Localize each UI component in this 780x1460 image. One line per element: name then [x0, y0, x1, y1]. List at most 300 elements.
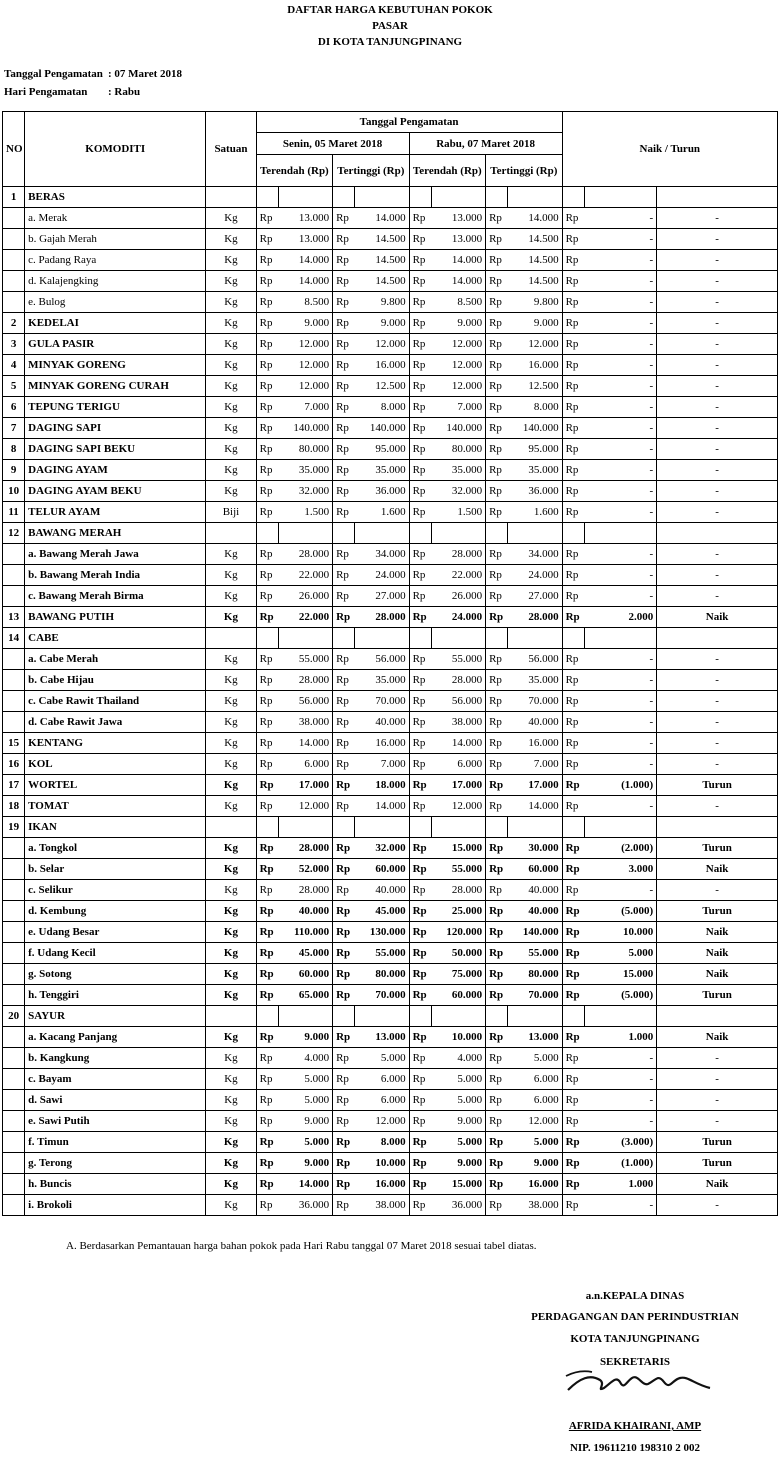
currency-label: Rp — [256, 397, 278, 418]
change-status: - — [657, 691, 778, 712]
high-price-2: 14.500 — [508, 229, 562, 250]
high-price-2: 12.000 — [508, 1111, 562, 1132]
row-number — [3, 964, 25, 985]
currency-label: Rp — [486, 586, 508, 607]
unit-cell: Kg — [206, 271, 256, 292]
high-price-1: 16.000 — [355, 1174, 409, 1195]
high-price-2: 80.000 — [508, 964, 562, 985]
header-date-2: Rabu, 07 Maret 2018 — [409, 133, 562, 155]
change-status: Naik — [657, 859, 778, 880]
low-price-1: 17.000 — [278, 775, 332, 796]
table-row — [3, 397, 778, 418]
change-value: - — [584, 502, 656, 523]
commodity-name: CABE — [25, 628, 206, 649]
high-price-2: 30.000 — [508, 838, 562, 859]
low-price-2: 15.000 — [431, 1174, 485, 1195]
table-row — [3, 733, 778, 754]
table-row — [3, 376, 778, 397]
high-price-1: 35.000 — [355, 460, 409, 481]
high-price-2: 9.000 — [508, 1153, 562, 1174]
commodity-name: b. Kangkung — [25, 1048, 206, 1069]
low-price-1: 56.000 — [278, 691, 332, 712]
low-price-1: 5.000 — [278, 1132, 332, 1153]
empty-cell — [256, 187, 278, 208]
currency-label: Rp — [562, 712, 584, 733]
commodity-name: f. Udang Kecil — [25, 943, 206, 964]
change-status: - — [657, 544, 778, 565]
high-price-2: 35.000 — [508, 670, 562, 691]
currency-label: Rp — [333, 229, 355, 250]
currency-label: Rp — [409, 649, 431, 670]
low-price-2: 28.000 — [431, 544, 485, 565]
currency-label: Rp — [333, 1132, 355, 1153]
change-status: - — [657, 796, 778, 817]
change-status: - — [657, 376, 778, 397]
currency-label: Rp — [333, 418, 355, 439]
currency-label: Rp — [486, 1048, 508, 1069]
currency-label: Rp — [333, 733, 355, 754]
low-price-2: 38.000 — [431, 712, 485, 733]
currency-label: Rp — [409, 1132, 431, 1153]
unit-cell: Kg — [206, 796, 256, 817]
currency-label: Rp — [409, 859, 431, 880]
low-price-2: 75.000 — [431, 964, 485, 985]
high-price-2: 5.000 — [508, 1048, 562, 1069]
commodity-name: e. Sawi Putih — [25, 1111, 206, 1132]
row-number: 8 — [3, 439, 25, 460]
currency-label: Rp — [486, 250, 508, 271]
table-row — [3, 922, 778, 943]
high-price-2: 35.000 — [508, 460, 562, 481]
high-price-1: 70.000 — [355, 691, 409, 712]
currency-label: Rp — [486, 1069, 508, 1090]
currency-label: Rp — [256, 1069, 278, 1090]
currency-label: Rp — [333, 1027, 355, 1048]
low-price-1: 28.000 — [278, 838, 332, 859]
low-price-1: 13.000 — [278, 208, 332, 229]
change-status: - — [657, 565, 778, 586]
currency-label: Rp — [486, 754, 508, 775]
low-price-2: 80.000 — [431, 439, 485, 460]
low-price-1: 12.000 — [278, 796, 332, 817]
change-status: - — [657, 481, 778, 502]
low-price-1: 28.000 — [278, 880, 332, 901]
currency-label: Rp — [409, 712, 431, 733]
high-price-1: 60.000 — [355, 859, 409, 880]
currency-label: Rp — [486, 1195, 508, 1216]
unit-cell: Kg — [206, 355, 256, 376]
empty-cell — [355, 187, 409, 208]
change-value: - — [584, 712, 656, 733]
table-row — [3, 208, 778, 229]
change-value: - — [584, 355, 656, 376]
currency-label: Rp — [409, 1111, 431, 1132]
high-price-2: 12.000 — [508, 334, 562, 355]
currency-label: Rp — [256, 859, 278, 880]
high-price-1: 14.500 — [355, 271, 409, 292]
commodity-name: a. Merak — [25, 208, 206, 229]
currency-label: Rp — [486, 544, 508, 565]
table-row — [3, 1195, 778, 1216]
currency-label: Rp — [333, 775, 355, 796]
empty-cell — [508, 523, 562, 544]
change-status: - — [657, 460, 778, 481]
table-row — [3, 229, 778, 250]
row-number — [3, 838, 25, 859]
group-row — [3, 1006, 778, 1027]
table-row — [3, 649, 778, 670]
currency-label: Rp — [333, 1090, 355, 1111]
currency-label: Rp — [333, 964, 355, 985]
change-value: - — [584, 649, 656, 670]
currency-label: Rp — [409, 1090, 431, 1111]
commodity-name: i. Brokoli — [25, 1195, 206, 1216]
currency-label: Rp — [562, 1090, 584, 1111]
low-price-2: 12.000 — [431, 334, 485, 355]
row-number — [3, 880, 25, 901]
row-number: 20 — [3, 1006, 25, 1027]
high-price-1: 6.000 — [355, 1090, 409, 1111]
high-price-2: 9.000 — [508, 313, 562, 334]
row-number — [3, 229, 25, 250]
currency-label: Rp — [486, 1153, 508, 1174]
low-price-2: 26.000 — [431, 586, 485, 607]
low-price-2: 12.000 — [431, 796, 485, 817]
currency-label: Rp — [256, 1090, 278, 1111]
currency-label: Rp — [562, 565, 584, 586]
change-status: - — [657, 439, 778, 460]
table-row — [3, 859, 778, 880]
currency-label: Rp — [409, 1027, 431, 1048]
empty-cell — [431, 523, 485, 544]
empty-cell — [206, 187, 256, 208]
empty-cell — [409, 523, 431, 544]
low-price-1: 5.000 — [278, 1090, 332, 1111]
currency-label: Rp — [256, 418, 278, 439]
currency-label: Rp — [409, 901, 431, 922]
currency-label: Rp — [256, 544, 278, 565]
currency-label: Rp — [256, 733, 278, 754]
low-price-2: 55.000 — [431, 859, 485, 880]
change-value: - — [584, 691, 656, 712]
row-number: 1 — [3, 187, 25, 208]
high-price-1: 12.000 — [355, 334, 409, 355]
header-low-2: Terendah (Rp) — [409, 155, 485, 187]
low-price-2: 32.000 — [431, 481, 485, 502]
currency-label: Rp — [256, 964, 278, 985]
currency-label: Rp — [486, 796, 508, 817]
row-number — [3, 901, 25, 922]
low-price-2: 120.000 — [431, 922, 485, 943]
observation-date — [4, 68, 182, 80]
row-number — [3, 1069, 25, 1090]
empty-cell — [431, 628, 485, 649]
high-price-2: 40.000 — [508, 901, 562, 922]
high-price-2: 16.000 — [508, 1174, 562, 1195]
currency-label: Rp — [486, 691, 508, 712]
row-number — [3, 1090, 25, 1111]
currency-label: Rp — [409, 754, 431, 775]
low-price-2: 6.000 — [431, 754, 485, 775]
change-value: - — [584, 733, 656, 754]
currency-label: Rp — [333, 439, 355, 460]
low-price-2: 28.000 — [431, 670, 485, 691]
low-price-2: 36.000 — [431, 1195, 485, 1216]
unit-cell: Kg — [206, 880, 256, 901]
table-row — [3, 985, 778, 1006]
low-price-1: 65.000 — [278, 985, 332, 1006]
low-price-2: 17.000 — [431, 775, 485, 796]
currency-label: Rp — [486, 460, 508, 481]
low-price-1: 32.000 — [278, 481, 332, 502]
unit-cell: Kg — [206, 1027, 256, 1048]
low-price-1: 22.000 — [278, 565, 332, 586]
currency-label: Rp — [409, 1153, 431, 1174]
currency-label: Rp — [409, 544, 431, 565]
high-price-1: 5.000 — [355, 1048, 409, 1069]
change-value: (5.000) — [584, 901, 656, 922]
table-row — [3, 1069, 778, 1090]
commodity-name: BAWANG MERAH — [25, 523, 206, 544]
currency-label: Rp — [409, 586, 431, 607]
currency-label: Rp — [562, 229, 584, 250]
observation-day-value: : Rabu — [108, 86, 141, 98]
currency-label: Rp — [256, 670, 278, 691]
signature-title-2: PERDAGANGAN DAN PERINDUSTRIAN — [531, 1311, 739, 1323]
commodity-name: KOL — [25, 754, 206, 775]
currency-label: Rp — [409, 208, 431, 229]
currency-label: Rp — [409, 502, 431, 523]
low-price-2: 50.000 — [431, 943, 485, 964]
table-row — [3, 691, 778, 712]
group-row — [3, 523, 778, 544]
header-date-1: Senin, 05 Maret 2018 — [256, 133, 409, 155]
currency-label: Rp — [333, 1111, 355, 1132]
change-value: - — [584, 544, 656, 565]
row-number — [3, 712, 25, 733]
currency-label: Rp — [562, 271, 584, 292]
row-number: 17 — [3, 775, 25, 796]
low-price-1: 9.000 — [278, 313, 332, 334]
currency-label: Rp — [409, 250, 431, 271]
change-status: Naik — [657, 964, 778, 985]
high-price-2: 8.000 — [508, 397, 562, 418]
currency-label: Rp — [256, 607, 278, 628]
unit-cell: Kg — [206, 901, 256, 922]
low-price-1: 4.000 — [278, 1048, 332, 1069]
table-row — [3, 460, 778, 481]
commodity-name: a. Cabe Merah — [25, 649, 206, 670]
unit-cell: Kg — [206, 649, 256, 670]
currency-label: Rp — [409, 292, 431, 313]
currency-label: Rp — [256, 922, 278, 943]
high-price-1: 18.000 — [355, 775, 409, 796]
high-price-1: 14.500 — [355, 250, 409, 271]
currency-label: Rp — [256, 754, 278, 775]
currency-label: Rp — [486, 481, 508, 502]
header-high-2: Tertinggi (Rp) — [486, 155, 563, 187]
header-satuan: Satuan — [206, 112, 256, 187]
observation-day — [4, 86, 140, 98]
empty-cell — [562, 817, 584, 838]
table-row — [3, 544, 778, 565]
currency-label: Rp — [486, 775, 508, 796]
group-row — [3, 187, 778, 208]
unit-cell: Kg — [206, 754, 256, 775]
table-row — [3, 901, 778, 922]
table-row — [3, 1132, 778, 1153]
currency-label: Rp — [486, 712, 508, 733]
currency-label: Rp — [562, 901, 584, 922]
currency-label: Rp — [256, 1132, 278, 1153]
low-price-2: 1.500 — [431, 502, 485, 523]
footnote: A. Berdasarkan Pemantauan harga bahan pokok pada Hari Rabu tanggal 07 Maret 2018 sesuai tabel diatas. — [66, 1240, 537, 1252]
currency-label: Rp — [333, 1195, 355, 1216]
high-price-1: 130.000 — [355, 922, 409, 943]
currency-label: Rp — [333, 922, 355, 943]
row-number — [3, 922, 25, 943]
empty-cell — [562, 628, 584, 649]
empty-cell — [409, 628, 431, 649]
commodity-name: GULA PASIR — [25, 334, 206, 355]
high-price-1: 9.800 — [355, 292, 409, 313]
low-price-1: 9.000 — [278, 1153, 332, 1174]
empty-cell — [333, 817, 355, 838]
commodity-name: b. Bawang Merah India — [25, 565, 206, 586]
currency-label: Rp — [333, 670, 355, 691]
currency-label: Rp — [333, 901, 355, 922]
currency-label: Rp — [409, 943, 431, 964]
commodity-name: TOMAT — [25, 796, 206, 817]
currency-label: Rp — [562, 334, 584, 355]
table-row — [3, 1174, 778, 1195]
currency-label: Rp — [256, 292, 278, 313]
commodity-name: a. Kacang Panjang — [25, 1027, 206, 1048]
high-price-1: 140.000 — [355, 418, 409, 439]
high-price-2: 13.000 — [508, 1027, 562, 1048]
currency-label: Rp — [486, 439, 508, 460]
commodity-name: DAGING AYAM BEKU — [25, 481, 206, 502]
change-status: - — [657, 1048, 778, 1069]
unit-cell: Kg — [206, 1153, 256, 1174]
currency-label: Rp — [409, 691, 431, 712]
table-row — [3, 586, 778, 607]
currency-label: Rp — [409, 313, 431, 334]
high-price-2: 12.500 — [508, 376, 562, 397]
commodity-name: SAYUR — [25, 1006, 206, 1027]
currency-label: Rp — [562, 376, 584, 397]
currency-label: Rp — [562, 943, 584, 964]
empty-cell — [206, 817, 256, 838]
commodity-name: KENTANG — [25, 733, 206, 754]
empty-cell — [206, 628, 256, 649]
table-row — [3, 880, 778, 901]
change-status: - — [657, 355, 778, 376]
low-price-2: 5.000 — [431, 1069, 485, 1090]
currency-label: Rp — [256, 586, 278, 607]
low-price-1: 14.000 — [278, 271, 332, 292]
currency-label: Rp — [486, 229, 508, 250]
currency-label: Rp — [256, 334, 278, 355]
change-status: - — [657, 733, 778, 754]
empty-cell — [256, 628, 278, 649]
low-price-1: 80.000 — [278, 439, 332, 460]
unit-cell: Kg — [206, 1069, 256, 1090]
low-price-1: 12.000 — [278, 334, 332, 355]
currency-label: Rp — [409, 796, 431, 817]
change-value: (5.000) — [584, 985, 656, 1006]
high-price-1: 27.000 — [355, 586, 409, 607]
change-value: - — [584, 1111, 656, 1132]
row-number — [3, 859, 25, 880]
change-value: - — [584, 208, 656, 229]
low-price-2: 5.000 — [431, 1132, 485, 1153]
commodity-name: DAGING SAPI — [25, 418, 206, 439]
currency-label: Rp — [409, 376, 431, 397]
commodity-name: c. Padang Raya — [25, 250, 206, 271]
high-price-2: 140.000 — [508, 922, 562, 943]
low-price-2: 10.000 — [431, 1027, 485, 1048]
high-price-1: 70.000 — [355, 985, 409, 1006]
header-high-1: Tertinggi (Rp) — [333, 155, 409, 187]
empty-cell — [409, 1006, 431, 1027]
row-number — [3, 649, 25, 670]
currency-label: Rp — [409, 733, 431, 754]
currency-label: Rp — [486, 1027, 508, 1048]
high-price-2: 1.600 — [508, 502, 562, 523]
empty-cell — [486, 187, 508, 208]
currency-label: Rp — [333, 796, 355, 817]
high-price-2: 6.000 — [508, 1069, 562, 1090]
report-subtitle-city: DI KOTA TANJUNGPINANG — [317, 36, 463, 48]
signatory-nip: NIP. 19611210 198310 2 002 — [569, 1442, 701, 1454]
unit-cell: Kg — [206, 229, 256, 250]
currency-label: Rp — [333, 943, 355, 964]
high-price-1: 13.000 — [355, 1027, 409, 1048]
change-status: Turun — [657, 1153, 778, 1174]
currency-label: Rp — [333, 1174, 355, 1195]
observation-date-label: Tanggal Pengamatan — [4, 68, 103, 80]
observation-date-value: : 07 Maret 2018 — [108, 68, 183, 80]
currency-label: Rp — [562, 670, 584, 691]
currency-label: Rp — [562, 1027, 584, 1048]
currency-label: Rp — [562, 775, 584, 796]
table-row — [3, 754, 778, 775]
currency-label: Rp — [256, 1048, 278, 1069]
high-price-2: 7.000 — [508, 754, 562, 775]
group-row — [3, 628, 778, 649]
empty-cell — [657, 187, 778, 208]
commodity-name: f. Timun — [25, 1132, 206, 1153]
currency-label: Rp — [409, 607, 431, 628]
change-value: - — [584, 334, 656, 355]
high-price-1: 32.000 — [355, 838, 409, 859]
empty-cell — [409, 187, 431, 208]
row-number: 9 — [3, 460, 25, 481]
change-status: Naik — [657, 922, 778, 943]
low-price-1: 55.000 — [278, 649, 332, 670]
currency-label: Rp — [333, 376, 355, 397]
high-price-1: 38.000 — [355, 1195, 409, 1216]
low-price-2: 13.000 — [431, 229, 485, 250]
high-price-2: 70.000 — [508, 985, 562, 1006]
high-price-2: 38.000 — [508, 1195, 562, 1216]
change-value: - — [584, 796, 656, 817]
row-number — [3, 544, 25, 565]
change-value: - — [584, 376, 656, 397]
currency-label: Rp — [256, 313, 278, 334]
low-price-1: 35.000 — [278, 460, 332, 481]
